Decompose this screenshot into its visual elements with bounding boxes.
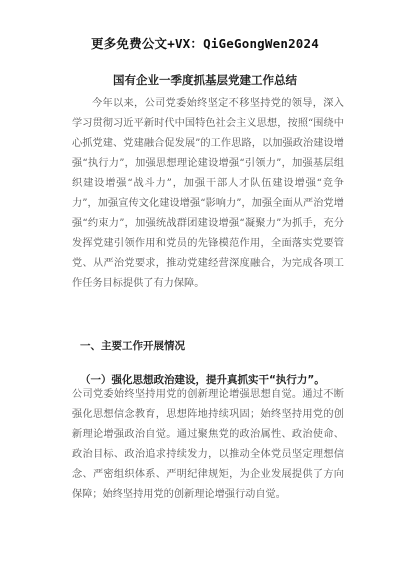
subsection-heading: （一）强化思想政治建设，提升真抓实干“执行力”。 <box>80 374 325 386</box>
subsection-paragraph: 公司党委始终坚持用党的创新理论增强思想自觉。通过不断强化思想信念教育，思想阵地持续巩固；始终坚持用党的创新理论增强政治自觉。通过聚焦党的政治属性、政治使命、政治目标、政治追求持续发力，以推动全体党员坚定理想信念、严密组织体系、严明纪律规矩，为企业发展提供了方向保障；始终坚持用党的创新理论增强行动自觉。 <box>72 389 344 500</box>
intro-paragraph: 今年以来，公司党委始终坚定不移坚持党的领导，深入学习贯彻习近平新时代中国特色社会主义思想，按照“围绕中心抓党建、党建融合促发展”的工作思路，以加强政治建设增强“执行力”，加强思想理论建设增强“引领力”，加强基层组织建设增强“战斗力”，加强干部人才队伍建设增强“竞争力”，加强宣传文化建设增强“影响力”，加强全面从严治党增强“约束力”，加强统战群团建设增强“凝聚力”为抓手，充分发挥党建引领作用和党员的先锋模范作用，全面落实党要管党、从严治党要求，推动党建经营深度融合，为完成各项工作任务目标提供了有力保障。 <box>72 98 344 289</box>
document-title: 国有企业一季度抓基层党建工作总结 <box>113 73 297 87</box>
promo-banner: 更多免费公文+VX：QiGeGongWen2024 <box>91 36 319 51</box>
section-heading: 一、主要工作开展情况 <box>80 340 185 352</box>
